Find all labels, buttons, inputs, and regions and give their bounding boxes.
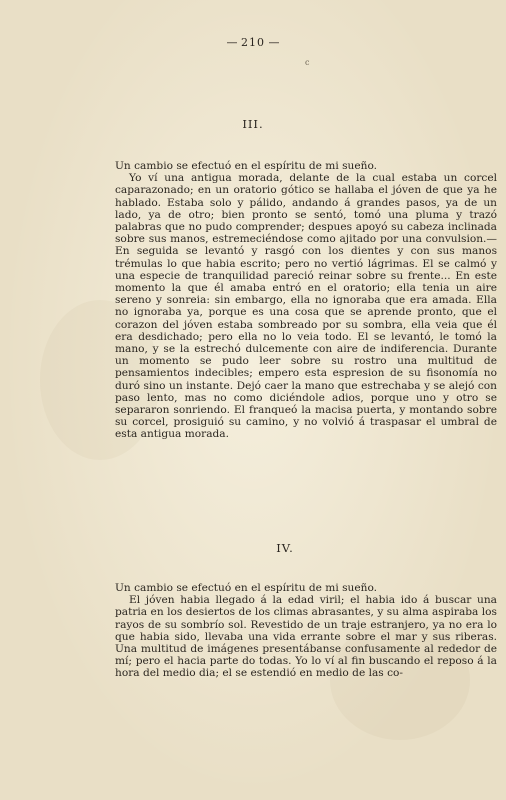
signature-mark: c — [305, 58, 310, 67]
paragraph: Yo ví una antigua morada, delante de la cual estaba un corcel caparazonado; en un oratorio gótico se hallaba el jóven de que ya he hablado. Estaba solo y pálido, andando á grandes pasos, ya de un lado, ya de otro; bien pronto se sentó, tomó una pluma y trazó palabras que no pudo comprender; despues apoyó su cabeza inclinada sobre sus manos, estremeciéndose como ajitado por una convulsion.—En seguida se levantó y rasgó con los dientes y con sus manos trémulas lo que habia escrito; pero no vertió lágrimas. El se calmó y una especie de tranquilidad pareció reinar sobre su frente... En este momento la que él amaba entró en el oratorio; ella tenia un aire sereno y sonreia: sin embargo, ella no ignoraba que era amada. Ella no ignoraba ya, porque es una cosa que se aprende pronto, que el corazon del jóven estaba sombreado por su sombra, ella veia que él era desdichado; pero ella no lo veia todo. El se levantó, le tomó la mano, y se la estrechó dulcemente con aire de indiferencia. Durante un momento se pudo leer sobre su rostro una multitud de pensamientos indecibles; empero esta espresion de su fisonomía no duró sino un instante. Dejó caer la mano que estrechaba y se alejó con paso lento, mas no como diciéndole adios, porque uno y otro se separaron sonriendo. El franqueó la macisa puerta, y montando sobre su corcel, prosiguió su camino, y no volvió á traspasar el umbral de esta antigua morada. — [115, 172, 497, 441]
page-number-value: 210 — [241, 36, 265, 49]
paragraph: Un cambio se efectuó en el espíritu de mi sueño. — [115, 582, 378, 594]
section-text-iv — [115, 582, 497, 680]
page-number-dash-right: — — [265, 36, 280, 49]
page-number — [0, 36, 506, 49]
page-number-dash-left: — — [226, 36, 241, 49]
section-text-iii — [115, 160, 497, 441]
paragraph: El jóven habia llegado á la edad viril; el habia ido á buscar una patria en los desiertos de los climas abrasantes, y su alma aspiraba los rayos de su sombrío sol. Revestido de un traje estranjero, ya no era lo que habia sido, llevaba una vida errante sobre el mar y sus riberas. Una multitud de imágenes presentábanse confusamente al rededor de mí; pero el hacia parte do todas. Yo lo ví al fin buscando el reposo á la hora del medio dia; el se estendió en medio de las co- — [115, 594, 497, 680]
section-heading-iii: III. — [242, 117, 264, 131]
paragraph: Un cambio se efectuó en el espíritu de mi sueño. — [115, 160, 378, 172]
section-heading-iv: IV. — [276, 541, 294, 555]
